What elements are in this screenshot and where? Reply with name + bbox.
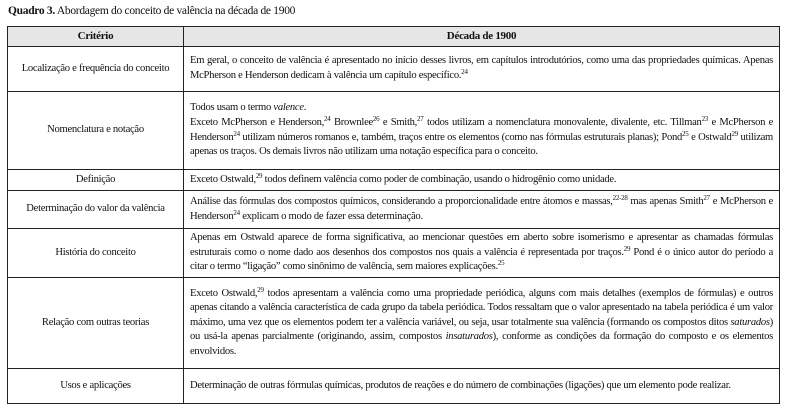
table-row xyxy=(8,278,780,369)
reference-number: 27 xyxy=(703,193,710,202)
paragraph xyxy=(190,195,773,224)
text-segment: valence xyxy=(273,102,304,114)
text-segment: Brownlee xyxy=(330,116,373,128)
text-segment: Exceto Ostwald, xyxy=(190,173,256,185)
text-segment: . xyxy=(303,102,307,114)
reference-number: 23 xyxy=(701,114,709,123)
paragraph xyxy=(190,173,773,188)
reference-number: 29 xyxy=(257,285,264,294)
text-segment: Em geral, o conceito de valência é apresentado no início desses livros, em capítulos introdutórios, como uma das propriedades químicas. Apenas McPherson e Henderson dedicam à valência um capítulo específico. xyxy=(190,55,773,81)
reference-number: 24 xyxy=(461,68,468,76)
description-cell xyxy=(184,170,780,191)
table-row xyxy=(8,92,780,170)
text-segment: Análise das fórmulas dos compostos químicos, considerando a proporcionalidade entre átomos e massas, xyxy=(190,195,613,207)
text-segment: e Ostwald xyxy=(688,131,732,143)
description-cell xyxy=(184,191,780,229)
criterion-cell: Usos e aplicações xyxy=(8,369,184,404)
text-segment: insaturados xyxy=(445,331,493,343)
reference-number: 26 xyxy=(372,114,380,123)
caption-label: Quadro 3. xyxy=(8,5,55,17)
text-segment: utilizam apenas os traços. Os demais livros não utilizam uma notação específica para o conceito. xyxy=(190,131,773,158)
text-segment: e Smith, xyxy=(379,116,418,128)
text-segment: e McPherson e Henderson xyxy=(190,195,774,222)
header-criterio: Critério xyxy=(8,27,184,47)
criterion-cell: Relação com outras teorias xyxy=(8,278,184,369)
paragraph xyxy=(190,116,773,160)
reference-number: 24 xyxy=(233,208,240,217)
header-decada: Década de 1900 xyxy=(184,27,780,47)
reference-number: 29 xyxy=(255,171,263,180)
table-row xyxy=(8,170,780,191)
table-caption xyxy=(8,5,295,17)
text-segment: Exceto McPherson e Henderson, xyxy=(190,116,325,128)
description-cell xyxy=(184,369,780,404)
paragraph xyxy=(190,379,773,394)
paragraph xyxy=(190,287,773,360)
text-segment: saturados xyxy=(730,316,770,328)
description-cell xyxy=(184,278,780,369)
text-segment: ) ou usá-la apenas parcialmente (originando, assim, compostos xyxy=(190,316,773,343)
reference-number: 25 xyxy=(682,129,689,138)
reference-number: 24 xyxy=(324,114,331,123)
reference-number: 22-28 xyxy=(612,193,628,202)
criterion-cell: Definição xyxy=(8,170,184,191)
header-row xyxy=(8,27,780,47)
table-row xyxy=(8,47,780,92)
paragraph xyxy=(190,54,773,83)
paragraph xyxy=(190,231,773,275)
text-segment: Apenas em Ostwald aparece de forma significativa, ao mencionar questões em aberto sobre isomerismo e apresentar as chamadas fórmulas estruturais como o nome dado aos desenhos dos compostos nos quais a valência é representada por traços. xyxy=(190,232,773,258)
text-segment: ), conforme as condições da formação do composto e os elementos envolvidos. xyxy=(190,331,773,357)
paragraph xyxy=(190,101,773,116)
text-segment: Exceto Ostwald, xyxy=(190,287,258,299)
reference-number: 25 xyxy=(497,259,505,268)
text-segment: explicam o modo de fazer essa determinação. xyxy=(239,210,423,222)
text-segment: mas apenas Smith xyxy=(627,195,704,207)
table-row xyxy=(8,369,780,404)
text-segment: todos utilizam a nomenclatura monovalente, divalente, etc. Tillman xyxy=(423,116,702,128)
text-segment: utilizam números romanos e, também, traços entre os elementos (como nas fórmulas estruturais planas); Pond xyxy=(239,131,683,143)
text-segment: Pond é o único autor do período a citar o termo “ligação” como sinônimo de valência, sem maiores explicações. xyxy=(190,246,773,273)
reference-number: 29 xyxy=(731,129,738,138)
valence-table xyxy=(7,26,780,404)
description-cell xyxy=(184,229,780,278)
caption-text: Abordagem do conceito de valência na década de 1900 xyxy=(54,5,296,17)
criterion-cell: Determinação do valor da valência xyxy=(8,191,184,229)
text-segment: Determinação de outras fórmulas químicas, produtos de reações e do número de combinações (ligações) que um elemento pode realizar. xyxy=(190,379,731,391)
description-cell xyxy=(184,92,780,170)
text-segment: e McPherson e Henderson xyxy=(190,116,774,143)
text-segment: Todos usam o termo xyxy=(190,102,274,114)
reference-number: 29 xyxy=(623,244,631,253)
text-segment: todos definem valência como poder de combinação, usando o hidrogênio como unidade. xyxy=(262,173,617,185)
table-row xyxy=(8,229,780,278)
criterion-cell: História do conceito xyxy=(8,229,184,278)
description-cell xyxy=(184,47,780,92)
criterion-cell: Nomenclatura e notação xyxy=(8,92,184,170)
reference-number: 27 xyxy=(417,114,424,123)
table-row xyxy=(8,191,780,229)
criterion-cell: Localização e frequência do conceito xyxy=(8,47,184,92)
reference-number: 24 xyxy=(233,129,240,138)
text-segment: todos apresentam a valência como uma propriedade periódica, alguns com mais detalhes (exemplos de fórmulas) e outros apenas citando a valência característica de cada grupo da tabela periódica. Todos ressaltam que o valor apresentado na tabela periódica é um valor máximo, uma vez que os elementos podem ter a valência variável, ou seja, usar totalmente sua valência (formando os compostos ditos xyxy=(190,287,773,328)
